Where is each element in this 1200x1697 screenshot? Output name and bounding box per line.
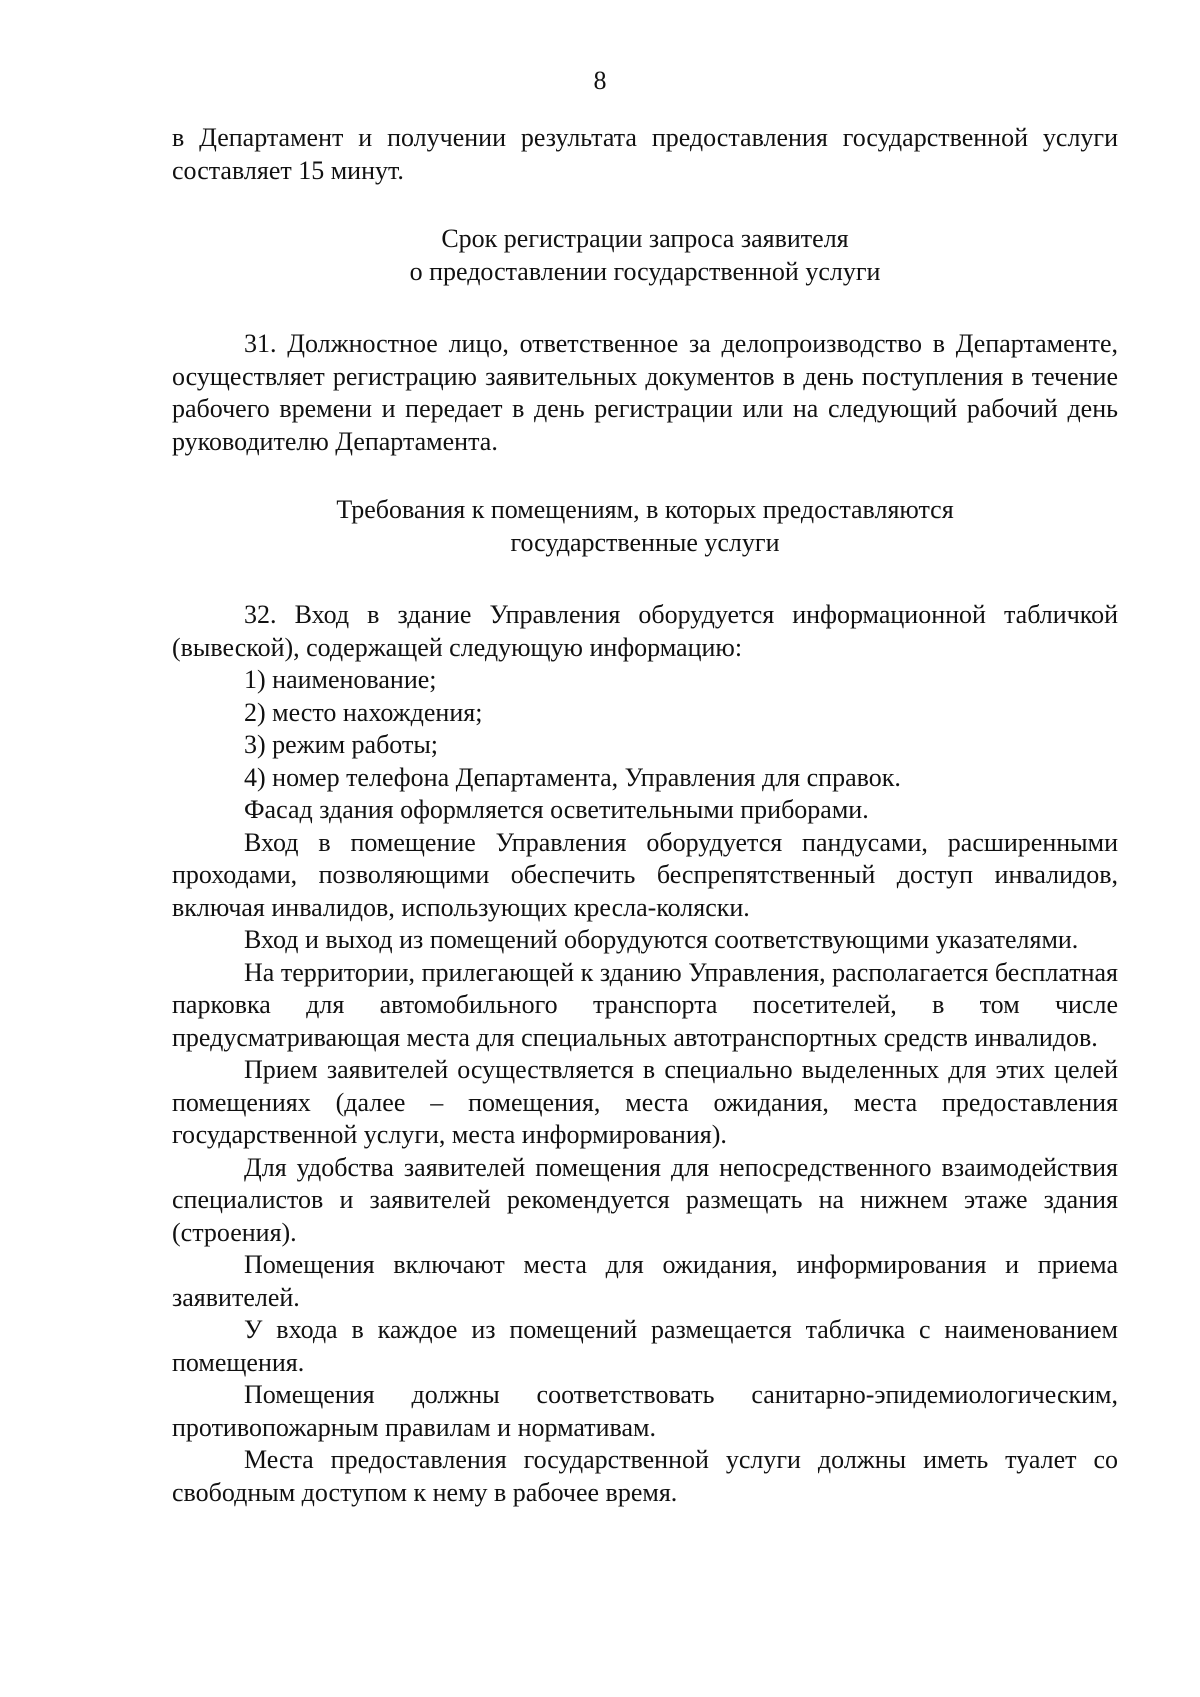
paragraph: На территории, прилегающей к зданию Управления, располагается бесплатная парковка для автомобильного транспорта посетителей, в том числе предусматривающая места для специальных автотранспортных средств инвалидов. bbox=[172, 957, 1118, 1052]
section-heading-premises bbox=[172, 494, 1118, 559]
paragraph: Помещения включают места для ожидания, информирования и приема заявителей. bbox=[172, 1250, 1118, 1312]
paragraph: Прием заявителей осуществляется в специально выделенных для этих целей помещениях (далее – помещения, места ожидания, места предоставления государственной услуги, места информирования). bbox=[172, 1055, 1118, 1149]
heading-line: Требования к помещениям, в которых предоставляются bbox=[336, 495, 954, 524]
list-item: 4) номер телефона Департамента, Управления для справок. bbox=[244, 762, 901, 792]
paragraph: Места предоставления государственной услуги должны иметь туалет со свободным доступом к нему в рабочее время. bbox=[172, 1445, 1118, 1507]
list-item: 1) наименование; bbox=[244, 665, 437, 694]
paragraph: Фасад здания оформляется осветительными приборами. bbox=[244, 795, 869, 824]
list-item: 3) режим работы; bbox=[244, 730, 439, 759]
paragraph-31: 31. Должностное лицо, ответственное за делопроизводство в Департаменте, осуществляет регистрацию заявительных документов в день поступления в течение рабочего времени и передает в день регистрации или на следующий рабочий день руководителю Департамента. bbox=[172, 329, 1118, 456]
heading-line: Срок регистрации запроса заявителя bbox=[441, 224, 849, 253]
heading-line: о предоставлении государственной услуги bbox=[409, 256, 881, 286]
paragraph: Для удобства заявителей помещения для непосредственного взаимодействия специалистов и заявителей рекомендуется размещать на нижнем этаже здания (строения). bbox=[172, 1152, 1118, 1247]
document-body bbox=[172, 122, 1118, 1509]
heading-line: государственные услуги bbox=[510, 527, 780, 557]
paragraph: У входа в каждое из помещений размещается табличка с наименованием помещения. bbox=[172, 1315, 1118, 1377]
section-heading-registration bbox=[172, 223, 1118, 288]
paragraph-32: 32. Вход в здание Управления оборудуется информационной табличкой (вывеской), содержащей следующую информацию: bbox=[172, 600, 1118, 662]
list-item: 2) место нахождения; bbox=[244, 697, 483, 727]
paragraph-intro: в Департамент и получении результата предоставления государственной услуги составляет 15 минут. bbox=[172, 123, 1118, 185]
paragraph: Вход и выход из помещений оборудуются соответствующими указателями. bbox=[244, 925, 1079, 954]
page-number: 8 bbox=[593, 66, 607, 95]
paragraph: Вход в помещение Управления оборудуется пандусами, расширенными проходами, позволяющими обеспечить беспрепятственный доступ инвалидов, включая инвалидов, использующих кресла-коляски. bbox=[172, 827, 1118, 922]
paragraph: Помещения должны соответствовать санитарно-эпидемиологическим, противопожарным правилам и нормативам. bbox=[172, 1380, 1118, 1442]
